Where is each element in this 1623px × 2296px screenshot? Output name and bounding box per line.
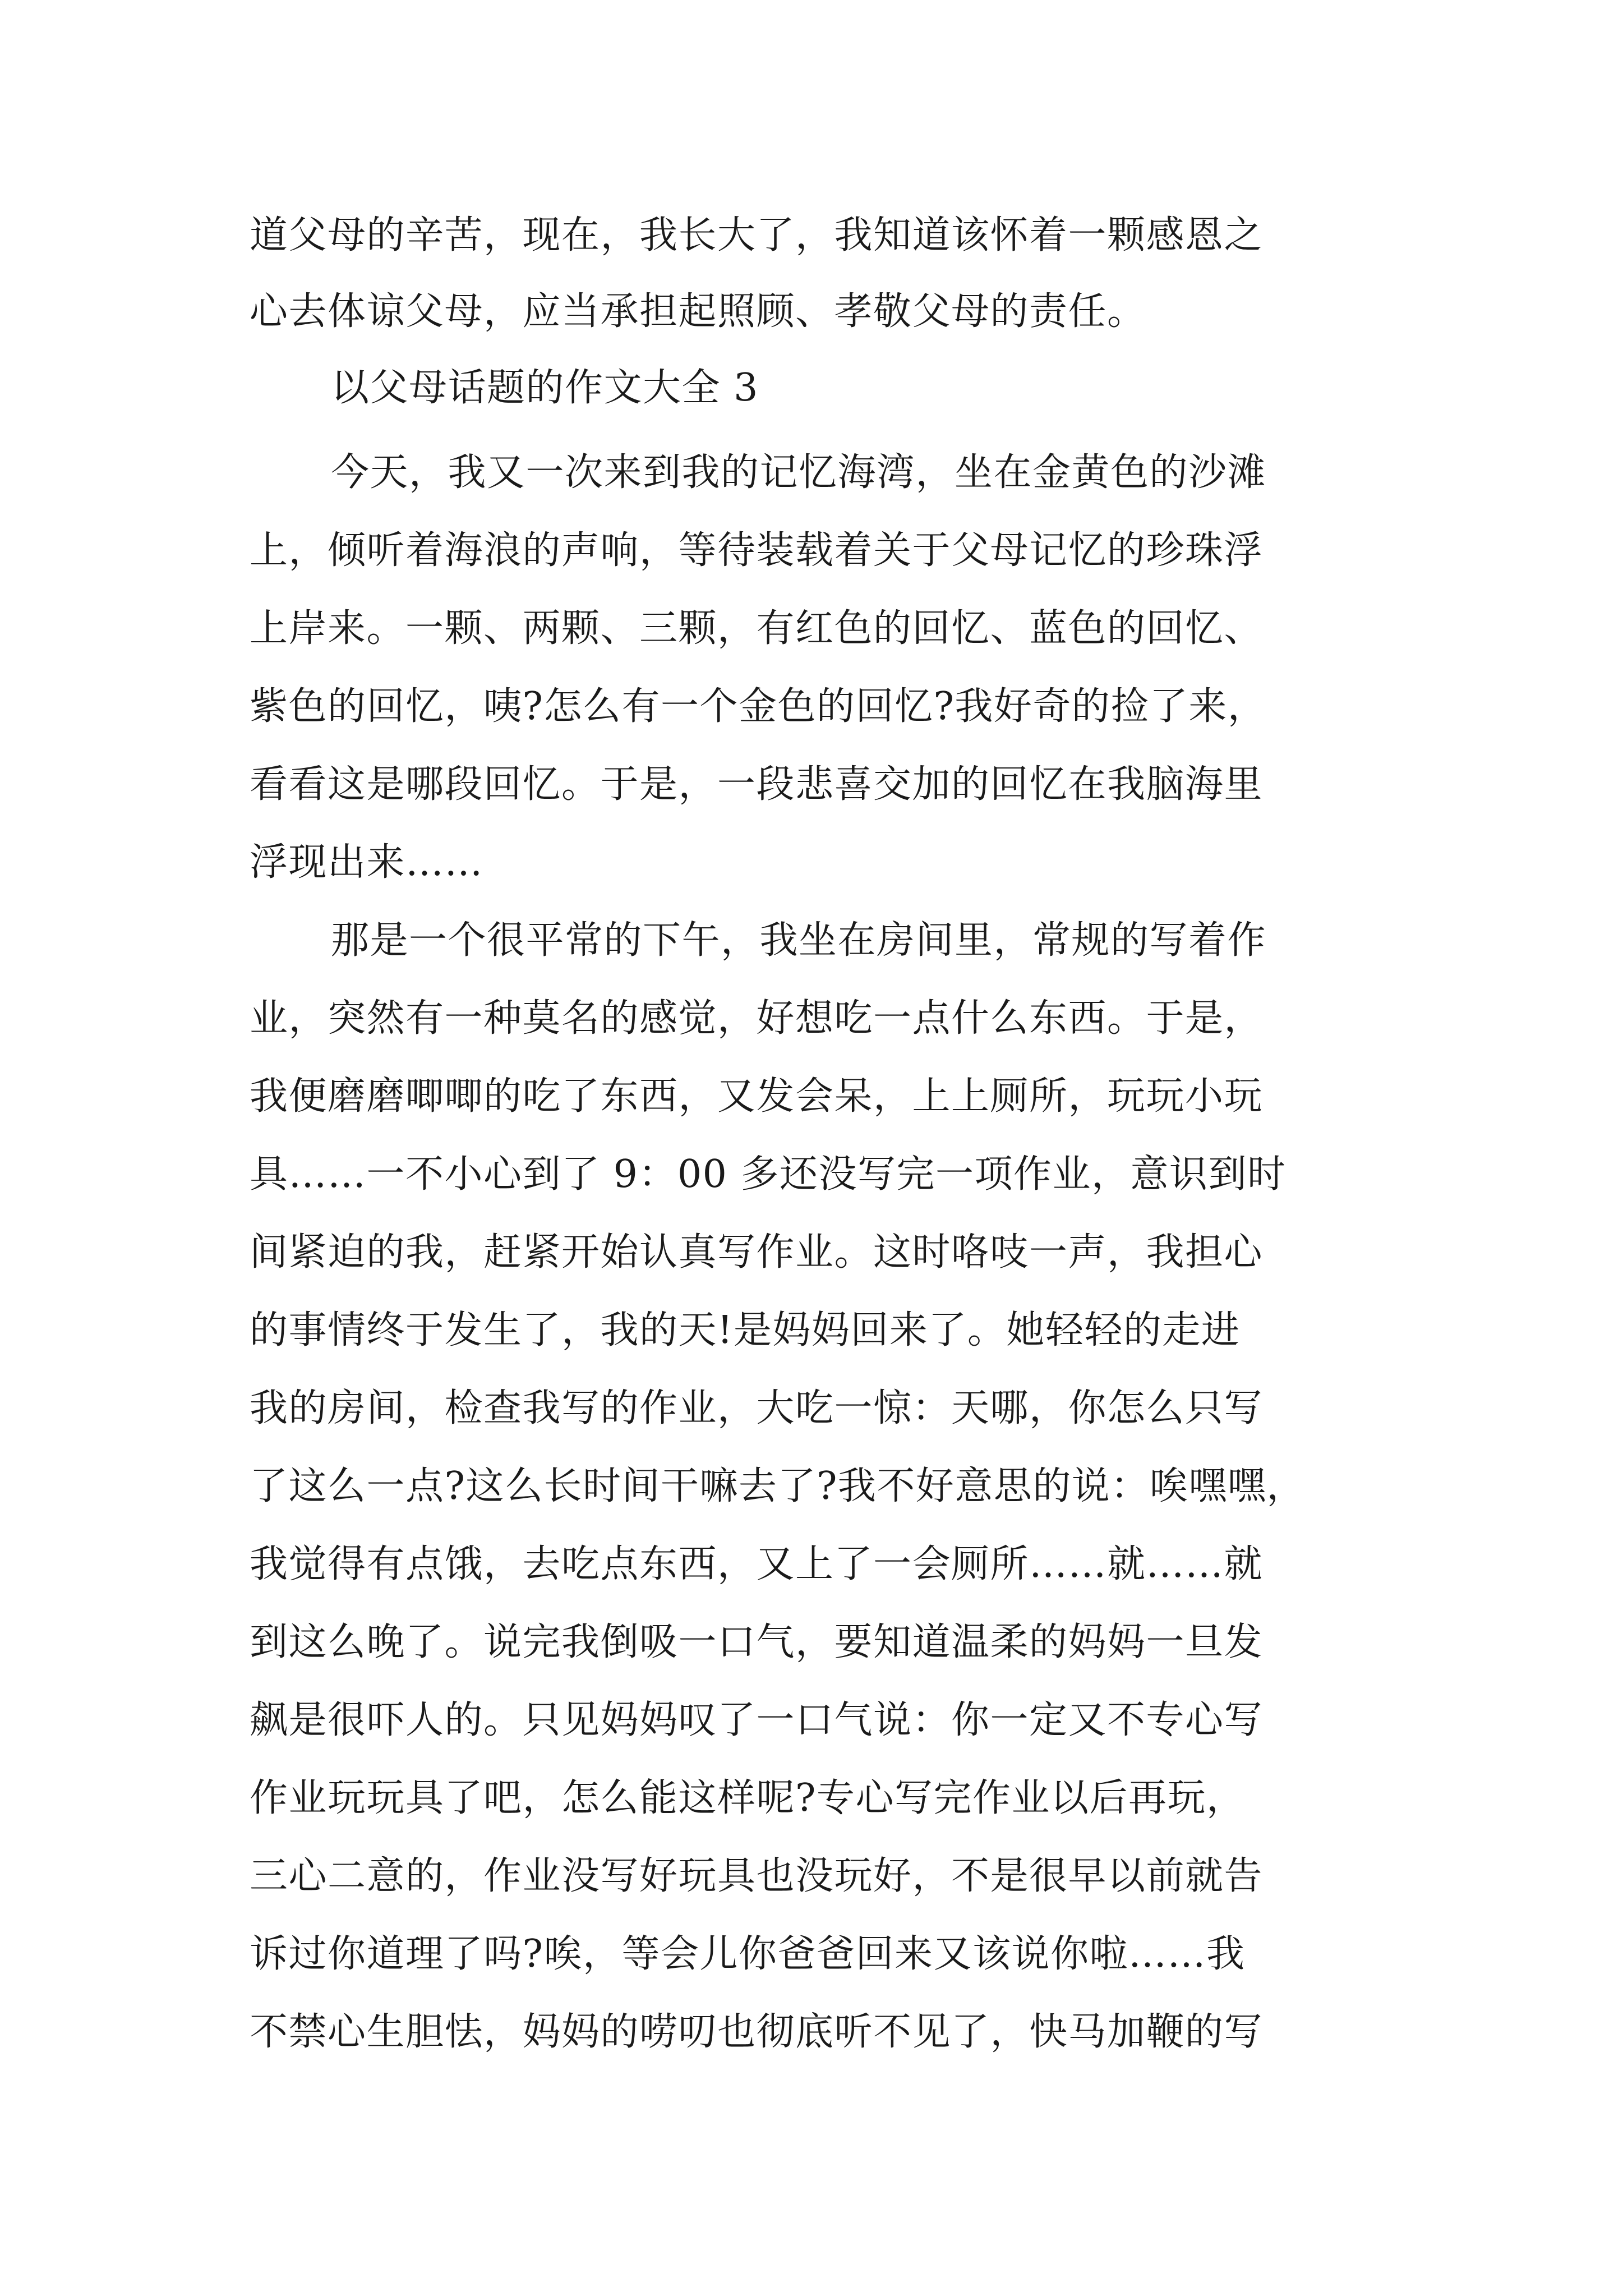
- text-line: 紫色的回忆，咦?怎么有一个金色的回忆?我好奇的捡了来，: [250, 684, 1267, 729]
- text-line: 间紧迫的我，赶紧开始认真写作业。这时咯吱一声，我担心: [250, 1230, 1264, 1274]
- text-line: 不禁心生胆怯，妈妈的唠叨也彻底听不见了，快马加鞭的写: [250, 2010, 1264, 2054]
- text-line: 业，突然有一种莫名的感觉，好想吃一点什么东西。于是，: [250, 996, 1264, 1041]
- text-line: 我的房间，检查我写的作业，大吃一惊：天哪，你怎么只写: [250, 1386, 1264, 1430]
- text-line: 诉过你道理了吗?唉，等会儿你爸爸回来又该说你啦……我: [250, 1932, 1246, 1976]
- paragraph-start: 那是一个很平常的下午，我坐在房间里，常规的写着作: [331, 918, 1267, 963]
- text-line: 我便磨磨唧唧的吃了东西，又发会呆，上上厕所，玩玩小玩: [250, 1074, 1264, 1119]
- text-line: 的事情终于发生了，我的天!是妈妈回来了。她轻轻的走进: [250, 1308, 1241, 1352]
- text-line: 看看这是哪段回忆。于是，一段悲喜交加的回忆在我脑海里: [250, 762, 1264, 807]
- text-line: 上，倾听着海浪的声响，等待装载着关于父母记忆的珍珠浮: [250, 528, 1264, 573]
- text-line: 具……一不小心到了 9：00 多还没写完一项作业，意识到时: [250, 1152, 1287, 1197]
- text-line: 心去体谅父母，应当承担起照顾、孝敬父母的责任。: [250, 289, 1146, 334]
- text-line: 道父母的辛苦，现在，我长大了，我知道该怀着一颗感恩之: [250, 213, 1264, 257]
- section-heading: 以父母话题的作文大全 3: [331, 366, 759, 410]
- text-line: 到这么晚了。说完我倒吸一口气，要知道温柔的妈妈一旦发: [250, 1620, 1264, 1664]
- text-line: 我觉得有点饿，去吃点东西，又上了一会厕所……就……就: [250, 1542, 1264, 1586]
- text-line: 上岸来。一颗、两颗、三颗，有红色的回忆、蓝色的回忆、: [250, 606, 1264, 651]
- text-line: 了这么一点?这么长时间干嘛去了?我不好意思的说：唉嘿嘿，: [250, 1464, 1306, 1508]
- text-line: 作业玩玩具了吧，怎么能这样呢?专心写完作业以后再玩，: [250, 1776, 1246, 1820]
- text-line: 浮现出来……: [250, 840, 484, 885]
- text-line: 三心二意的，作业没写好玩具也没玩好，不是很早以前就告: [250, 1854, 1264, 1898]
- paragraph-start: 今天，我又一次来到我的记忆海湾，坐在金黄色的沙滩: [331, 450, 1267, 495]
- text-line: 飙是很吓人的。只见妈妈叹了一口气说：你一定又不专心写: [250, 1698, 1264, 1742]
